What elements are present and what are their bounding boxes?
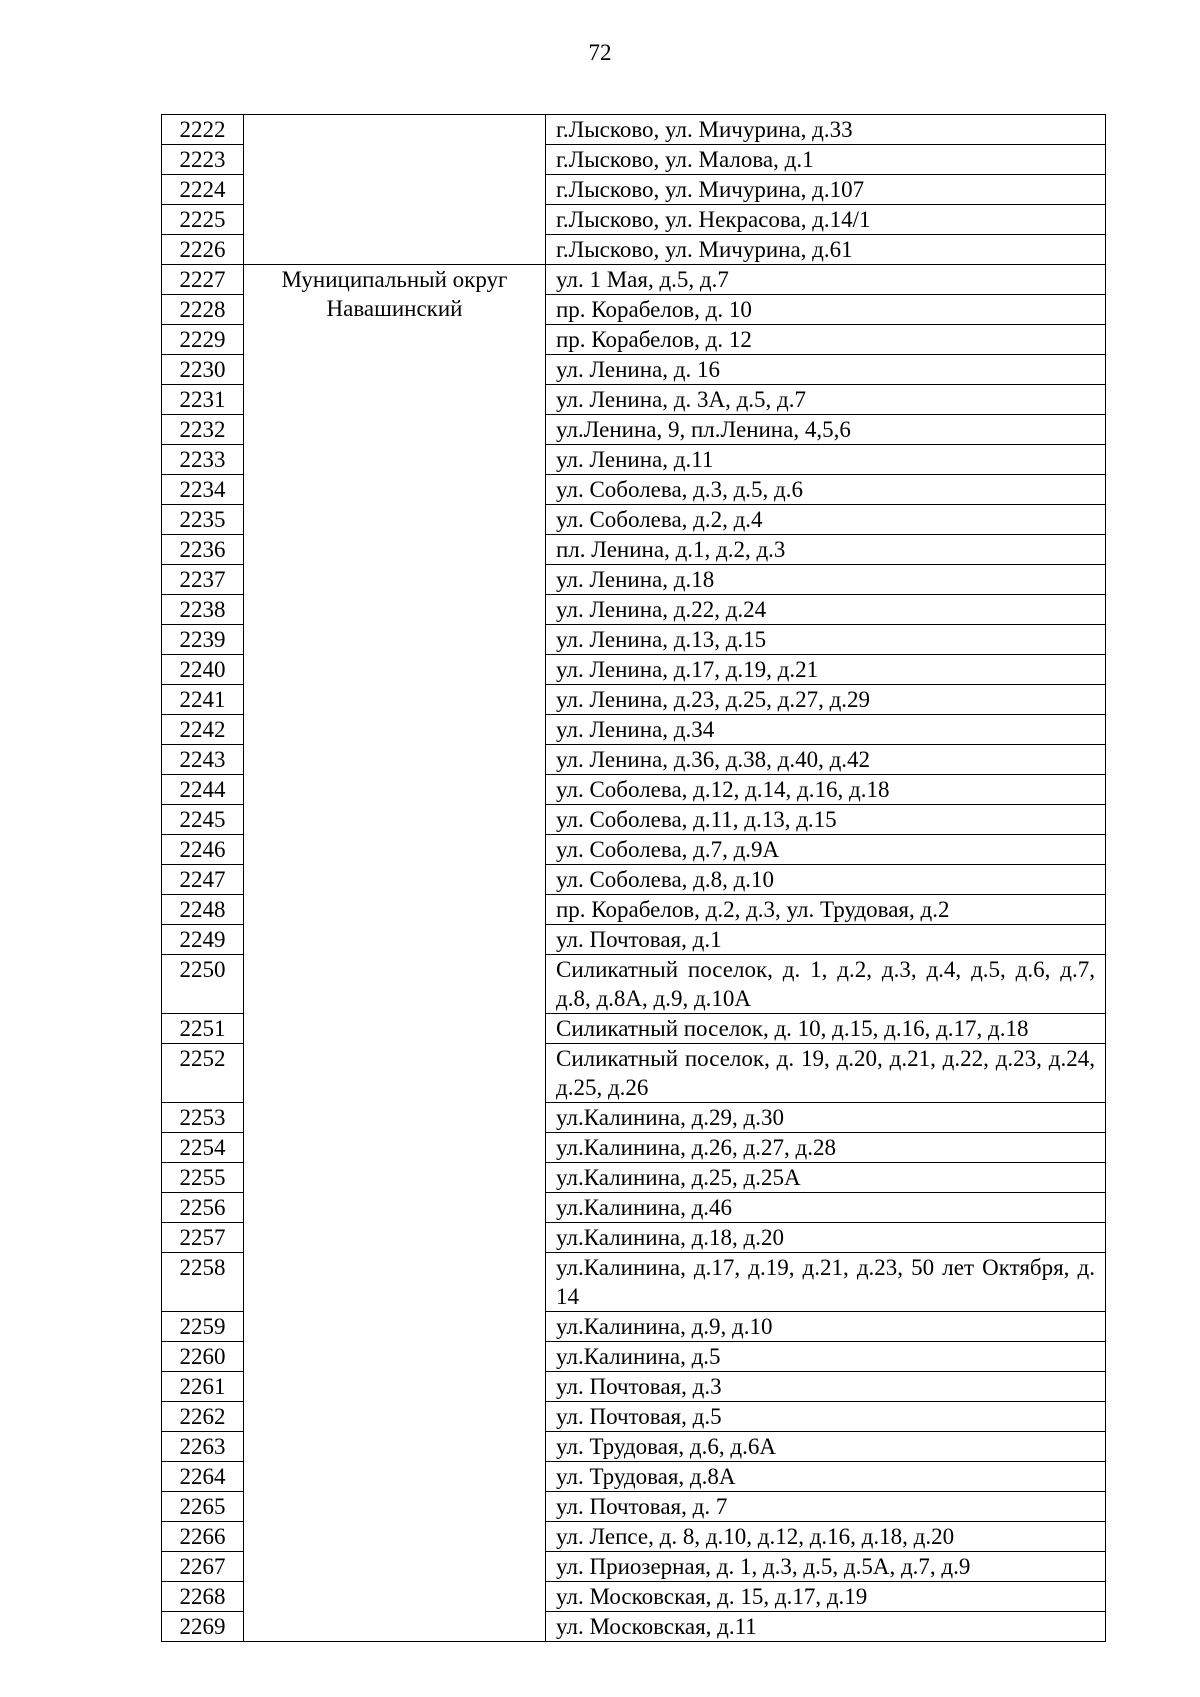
address-cell: ул. Ленина, д.17, д.19, д.21: [546, 655, 1106, 685]
row-number: 2248: [162, 895, 244, 925]
table-row: [162, 265, 1106, 295]
row-number: 2263: [162, 1432, 244, 1462]
address-cell: ул. Ленина, д.23, д.25, д.27, д.29: [546, 685, 1106, 715]
address-cell: ул.Калинина, д.29, д.30: [546, 1103, 1106, 1133]
address-cell: ул. Соболева, д.11, д.13, д.15: [546, 805, 1106, 835]
row-number: 2231: [162, 385, 244, 415]
address-cell: г.Лысково, ул. Некрасова, д.14/1: [546, 205, 1106, 235]
address-cell: г.Лысково, ул. Мичурина, д.61: [546, 235, 1106, 265]
address-cell: Силикатный поселок, д. 19, д.20, д.21, д.22, д.23, д.24, д.25, д.26: [546, 1044, 1106, 1103]
row-number: 2223: [162, 145, 244, 175]
address-cell: ул. Соболева, д.2, д.4: [546, 505, 1106, 535]
row-number: 2257: [162, 1223, 244, 1253]
address-cell: Силикатный поселок, д. 10, д.15, д.16, д.17, д.18: [546, 1014, 1106, 1044]
address-cell: г.Лысково, ул. Малова, д.1: [546, 145, 1106, 175]
row-number: 2240: [162, 655, 244, 685]
row-number: 2244: [162, 775, 244, 805]
row-number: 2228: [162, 295, 244, 325]
address-cell: ул. Трудовая, д.6, д.6А: [546, 1432, 1106, 1462]
address-cell: ул. Ленина, д.22, д.24: [546, 595, 1106, 625]
row-number: 2252: [162, 1044, 244, 1103]
address-cell: ул. Ленина, д.36, д.38, д.40, д.42: [546, 745, 1106, 775]
row-number: 2254: [162, 1133, 244, 1163]
row-number: 2229: [162, 325, 244, 355]
address-cell: ул. Ленина, д. 16: [546, 355, 1106, 385]
address-cell: пр. Корабелов, д. 10: [546, 295, 1106, 325]
row-number: 2250: [162, 955, 244, 1014]
row-number: 2242: [162, 715, 244, 745]
row-number: 2235: [162, 505, 244, 535]
address-cell: г.Лысково, ул. Мичурина, д.33: [546, 115, 1106, 145]
row-number: 2261: [162, 1372, 244, 1402]
address-cell: ул.Калинина, д.9, д.10: [546, 1312, 1106, 1342]
address-cell: ул. Соболева, д.7, д.9А: [546, 835, 1106, 865]
row-number: 2262: [162, 1402, 244, 1432]
address-cell: пл. Ленина, д.1, д.2, д.3: [546, 535, 1106, 565]
row-number: 2260: [162, 1342, 244, 1372]
row-number: 2264: [162, 1462, 244, 1492]
address-cell: г.Лысково, ул. Мичурина, д.107: [546, 175, 1106, 205]
region-cell: [244, 115, 546, 265]
address-cell: ул. Ленина, д. 3А, д.5, д.7: [546, 385, 1106, 415]
address-cell: пр. Корабелов, д. 12: [546, 325, 1106, 355]
row-number: 2233: [162, 445, 244, 475]
row-number: 2226: [162, 235, 244, 265]
row-number: 2222: [162, 115, 244, 145]
address-cell: ул. Почтовая, д. 7: [546, 1492, 1106, 1522]
address-cell: ул.Ленина, 9, пл.Ленина, 4,5,6: [546, 415, 1106, 445]
address-cell: ул. Лепсе, д. 8, д.10, д.12, д.16, д.18, д.20: [546, 1522, 1106, 1552]
address-cell: ул.Калинина, д.26, д.27, д.28: [546, 1133, 1106, 1163]
row-number: 2238: [162, 595, 244, 625]
address-cell: ул. Московская, д.11: [546, 1612, 1106, 1642]
address-cell: ул. Соболева, д.8, д.10: [546, 865, 1106, 895]
row-number: 2258: [162, 1253, 244, 1312]
row-number: 2266: [162, 1522, 244, 1552]
row-number: 2268: [162, 1582, 244, 1612]
address-cell: ул. Почтовая, д.3: [546, 1372, 1106, 1402]
row-number: 2265: [162, 1492, 244, 1522]
row-number: 2256: [162, 1193, 244, 1223]
address-cell: ул.Калинина, д.17, д.19, д.21, д.23, 50 лет Октября, д. 14: [546, 1253, 1106, 1312]
row-number: 2253: [162, 1103, 244, 1133]
row-number: 2239: [162, 625, 244, 655]
address-cell: ул. Почтовая, д.5: [546, 1402, 1106, 1432]
address-cell: ул.Калинина, д.46: [546, 1193, 1106, 1223]
address-cell: ул. Соболева, д.3, д.5, д.6: [546, 475, 1106, 505]
row-number: 2251: [162, 1014, 244, 1044]
row-number: 2243: [162, 745, 244, 775]
address-table-body: [162, 115, 1106, 1642]
row-number: 2227: [162, 265, 244, 295]
row-number: 2241: [162, 685, 244, 715]
address-cell: ул.Калинина, д.18, д.20: [546, 1223, 1106, 1253]
page-number: 72: [588, 40, 612, 65]
row-number: 2269: [162, 1612, 244, 1642]
address-cell: ул. Трудовая, д.8А: [546, 1462, 1106, 1492]
row-number: 2234: [162, 475, 244, 505]
address-cell: ул. Приозерная, д. 1, д.3, д.5, д.5А, д.7, д.9: [546, 1552, 1106, 1582]
address-cell: Силикатный поселок, д. 1, д.2, д.3, д.4, д.5, д.6, д.7, д.8, д.8А, д.9, д.10А: [546, 955, 1106, 1014]
row-number: 2224: [162, 175, 244, 205]
address-cell: ул. 1 Мая, д.5, д.7: [546, 265, 1106, 295]
row-number: 2236: [162, 535, 244, 565]
row-number: 2230: [162, 355, 244, 385]
row-number: 2225: [162, 205, 244, 235]
row-number: 2249: [162, 925, 244, 955]
row-number: 2245: [162, 805, 244, 835]
address-cell: ул. Ленина, д.18: [546, 565, 1106, 595]
region-cell: Муниципальный округ Навашинский: [244, 265, 546, 1642]
address-cell: ул. Ленина, д.13, д.15: [546, 625, 1106, 655]
row-number: 2247: [162, 865, 244, 895]
table-row: [162, 115, 1106, 145]
row-number: 2237: [162, 565, 244, 595]
row-number: 2259: [162, 1312, 244, 1342]
address-cell: ул. Ленина, д.11: [546, 445, 1106, 475]
address-cell: ул.Калинина, д.25, д.25А: [546, 1163, 1106, 1193]
address-cell: ул.Калинина, д.5: [546, 1342, 1106, 1372]
row-number: 2267: [162, 1552, 244, 1582]
address-cell: пр. Корабелов, д.2, д.3, ул. Трудовая, д.2: [546, 895, 1106, 925]
address-cell: ул. Ленина, д.34: [546, 715, 1106, 745]
address-cell: ул. Почтовая, д.1: [546, 925, 1106, 955]
address-cell: ул. Московская, д. 15, д.17, д.19: [546, 1582, 1106, 1612]
row-number: 2232: [162, 415, 244, 445]
address-table: [161, 114, 1106, 1642]
row-number: 2246: [162, 835, 244, 865]
address-cell: ул. Соболева, д.12, д.14, д.16, д.18: [546, 775, 1106, 805]
row-number: 2255: [162, 1163, 244, 1193]
